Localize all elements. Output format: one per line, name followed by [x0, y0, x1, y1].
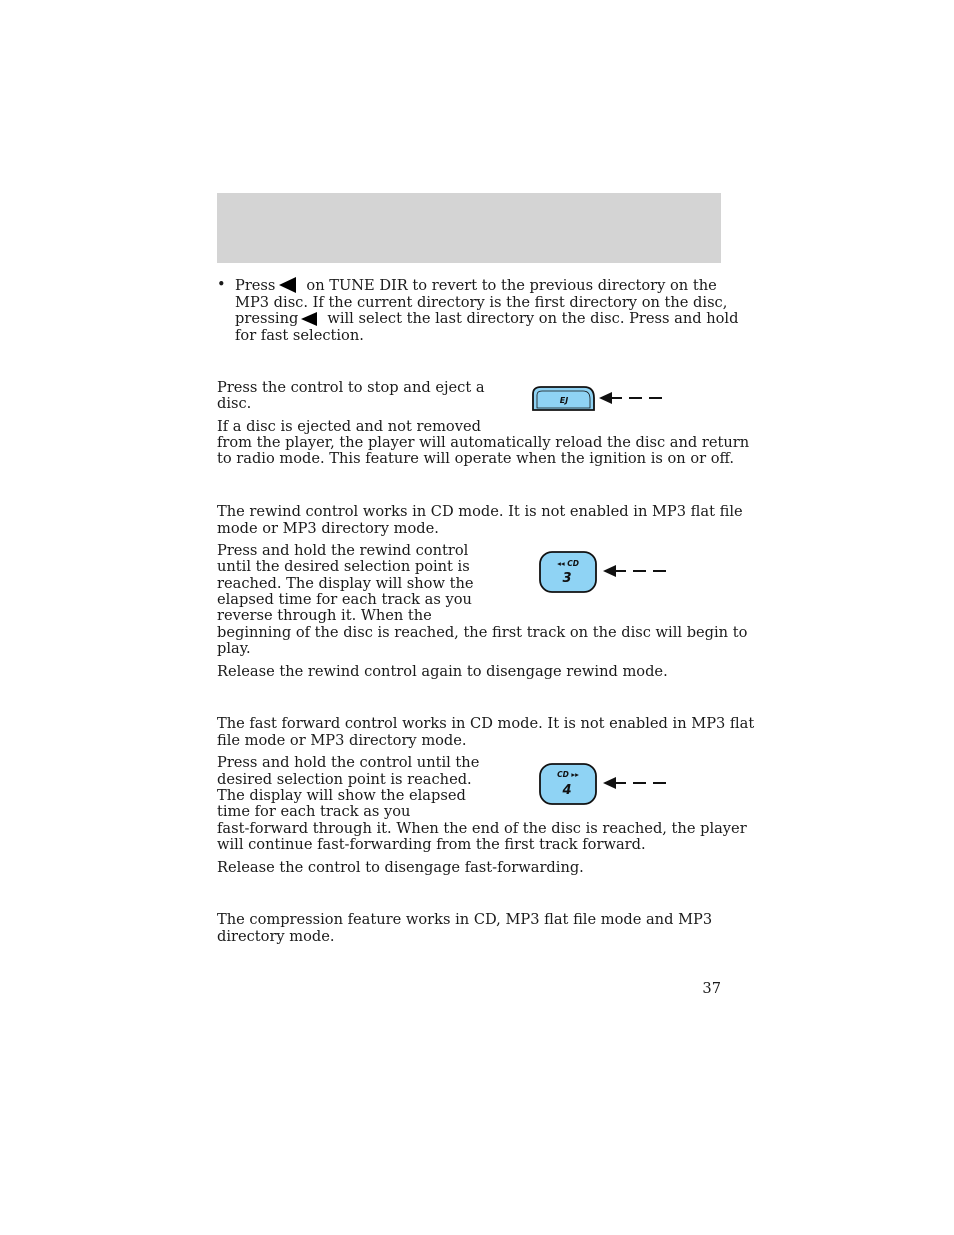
rewind-button-illustration — [536, 549, 672, 595]
rewind-p6: beginning of the disc is reached, the first track on the disc will begin to — [217, 624, 748, 641]
fastforward-pointer-arrow-icon — [603, 777, 666, 789]
fastforward-button-label: CD ▸▸ — [557, 770, 579, 779]
fastforward-button-number: 4 — [562, 783, 572, 798]
bullet-press-label: Press — [235, 277, 276, 294]
rewind-p4: elapsed time for each track as you — [217, 591, 472, 608]
eject-button-illustration — [528, 384, 668, 414]
eject-pointer-arrow-icon — [599, 392, 662, 404]
rewind-p3: reached. The display will show the — [217, 575, 474, 592]
ff-p3: The display will show the elapsed — [217, 787, 466, 804]
eject-line2: disc. — [217, 395, 252, 412]
rewind-p1: Press and hold the rewind control — [217, 542, 469, 559]
eject-button-label: EJ — [559, 396, 569, 405]
seek-left-icon-inline — [301, 312, 317, 326]
bullet-line2: MP3 disc. If the current directory is the first directory on the disc, — [235, 293, 728, 311]
compression-line2: directory mode. — [217, 928, 335, 945]
rewind-p2: until the desired selection point is — [217, 558, 470, 575]
rewind-button-label: ◂◂ CD — [557, 559, 579, 568]
ff-p6: will continue fast-forwarding from the first track forward. — [217, 836, 646, 853]
ff-release: Release the control to disengage fast-forwarding. — [217, 859, 584, 876]
rewind-p7: play. — [217, 640, 251, 657]
compression-line1: The compression feature works in CD, MP3 flat file mode and MP3 — [217, 911, 713, 928]
bullet-line4: for fast selection. — [235, 326, 364, 344]
ff-p1: Press and hold the control until the — [217, 754, 480, 771]
bullet-symbol: • — [217, 276, 226, 293]
eject-line1: Press the control to stop and eject a — [217, 379, 485, 396]
page-number: 37 — [702, 980, 721, 997]
bullet-line3-pre: pressing — [235, 310, 299, 327]
eject-line4: from the player, the player will automatically reload the disc and return — [217, 434, 750, 451]
section-header-bar — [217, 193, 721, 263]
ff-p4: time for each track as you — [217, 803, 411, 820]
ff-p2: desired selection point is reached. — [217, 771, 472, 788]
rewind-intro1: The rewind control works in CD mode. It is not enabled in MP3 flat file — [217, 503, 743, 520]
bullet-line3: will select the last directory on the disc. Press and hold — [327, 310, 739, 327]
rewind-button-number: 3 — [562, 571, 572, 586]
ff-intro2: file mode or MP3 directory mode. — [217, 732, 467, 749]
rewind-pointer-arrow-icon — [603, 565, 666, 577]
rewind-intro2: mode or MP3 directory mode. — [217, 520, 439, 537]
eject-line3: If a disc is ejected and not removed — [217, 418, 481, 435]
seek-left-icon — [279, 277, 296, 293]
ff-intro1: The fast forward control works in CD mode. It is not enabled in MP3 flat — [217, 715, 755, 732]
rewind-p5: reverse through it. When the — [217, 607, 432, 624]
rewind-release: Release the rewind control again to disengage rewind mode. — [217, 663, 668, 680]
eject-line5: to radio mode. This feature will operate when the ignition is on or off. — [217, 450, 735, 467]
ff-p5: fast-forward through it. When the end of the disc is reached, the player — [217, 820, 747, 837]
fastforward-button-illustration — [536, 761, 672, 807]
bullet-line1: on TUNE DIR to revert to the previous directory on the — [306, 277, 717, 294]
